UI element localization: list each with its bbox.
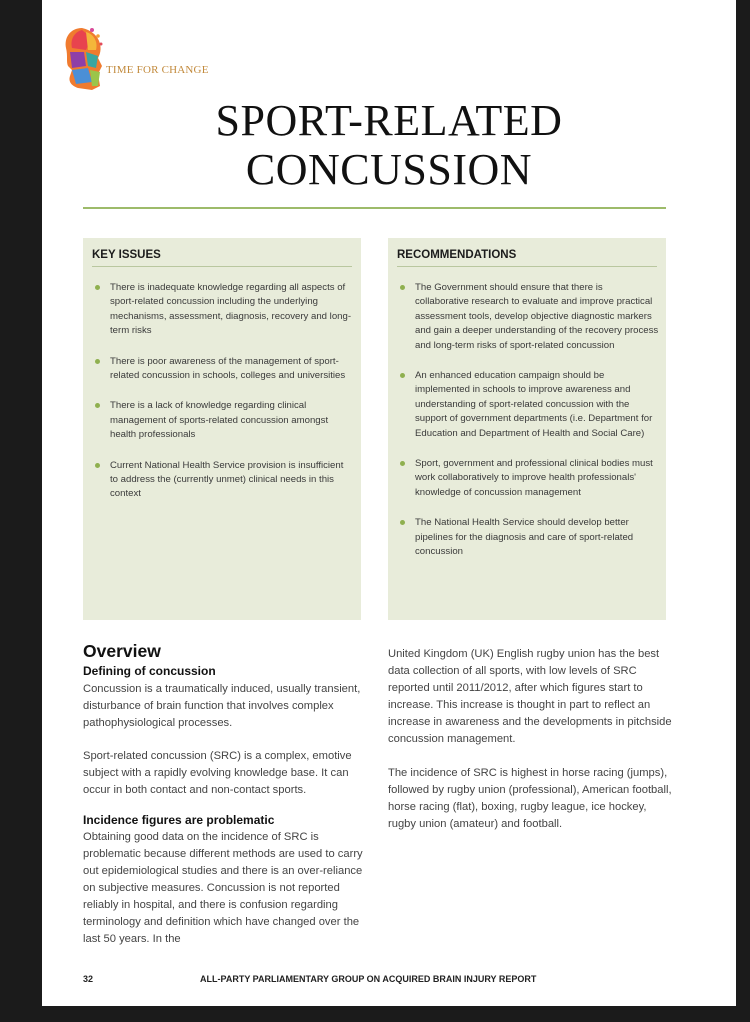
page-number: 32 <box>83 974 94 984</box>
defining-heading: Defining of concussion <box>83 664 216 678</box>
bullet-icon <box>95 285 100 290</box>
brand-name: TIME FOR CHANGE <box>106 64 209 76</box>
title-divider <box>83 207 666 209</box>
incidence-heading: Incidence figures are problematic <box>83 813 275 827</box>
title-line-2: CONCUSSION <box>245 145 533 194</box>
bullet-icon <box>400 461 405 466</box>
bullet-icon <box>95 403 100 408</box>
list-item: There is poor awareness of the management of sport-related concussion in schools, colleges and universities <box>92 355 354 384</box>
recommendations-heading: RECOMMENDATIONS <box>397 249 657 267</box>
overview-heading: Overview <box>83 641 161 661</box>
page-title <box>42 96 736 194</box>
head-profile-colorful-icon <box>62 26 104 92</box>
document-page <box>42 0 736 1006</box>
bullet-icon <box>95 359 100 364</box>
bullet-icon <box>400 285 405 290</box>
list-item: The Government should ensure that there is collaborative research to evaluate and improve practical assessment tools, develop objective diagnostic markers and gain a deeper understanding of the recovery process and long-term risks of sport-related concussion <box>397 281 659 353</box>
list-item: Sport, government and professional clinical bodies must work collaboratively to improve health professionals' knowledge of concussion management <box>397 457 659 500</box>
bullet-icon <box>400 373 405 378</box>
key-issues-list <box>92 281 354 518</box>
list-item: There is a lack of knowledge regarding clinical management of sports-related concussion amongst health professionals <box>92 399 354 442</box>
list-item: There is inadequate knowledge regarding all aspects of sport-related concussion including the underlying mechanisms, assessment, diagnosis, recovery and long-term risks <box>92 281 354 339</box>
key-issues-box <box>83 238 361 620</box>
bullet-icon <box>95 463 100 468</box>
key-issues-heading: KEY ISSUES <box>92 249 352 267</box>
right-paragraph-1: United Kingdom (UK) English rugby union has the best data collection of all sports, with low levels of SRC reported until 2011/2012, after which figures start to increase. This increase is thought in part to reflect an increase in awareness and the developments in pitchside concussion management. <box>388 648 672 745</box>
list-item: Current National Health Service provision is insufficient to address the (currently unmet) clinical needs in this context <box>92 459 354 502</box>
defining-paragraph-2: Sport-related concussion (SRC) is a complex, emotive subject with a rapidly evolving knowledge base. It can occur in both contact and non-contact sports. <box>83 750 352 796</box>
defining-paragraph-1: Concussion is a traumatically induced, usually transient, disturbance of brain function that involves complex pathophysiological processes. <box>83 683 361 729</box>
report-title: ALL-PARTY PARLIAMENTARY GROUP ON ACQUIRED BRAIN INJURY REPORT <box>200 974 537 984</box>
list-item: The National Health Service should develop better pipelines for the diagnosis and care of sport-related concussion <box>397 516 659 559</box>
bullet-icon <box>400 520 405 525</box>
incidence-paragraph: Obtaining good data on the incidence of SRC is problematic because different methods are used to carry out epidemiological studies and there is an over-reliance on subjective measures. Concussion is not reported reliably in hospital, and there is confusion regarding terminology and definition which have changed over the last 50 years. In the <box>83 831 363 945</box>
title-line-1: SPORT-RELATED <box>215 96 563 145</box>
right-paragraph-2: The incidence of SRC is highest in horse racing (jumps), followed by rugby union (professional), American football, horse racing (flat), boxing, rugby league, ice hockey, rugby union (amateur) and football. <box>388 767 672 830</box>
recommendations-list <box>397 281 659 576</box>
list-item: An enhanced education campaign should be implemented in schools to improve awareness and understanding of sport-related concussion with the support of government departments (i.e. Department for Education and Department of Health and Social Care) <box>397 369 659 441</box>
recommendations-box <box>388 238 666 620</box>
